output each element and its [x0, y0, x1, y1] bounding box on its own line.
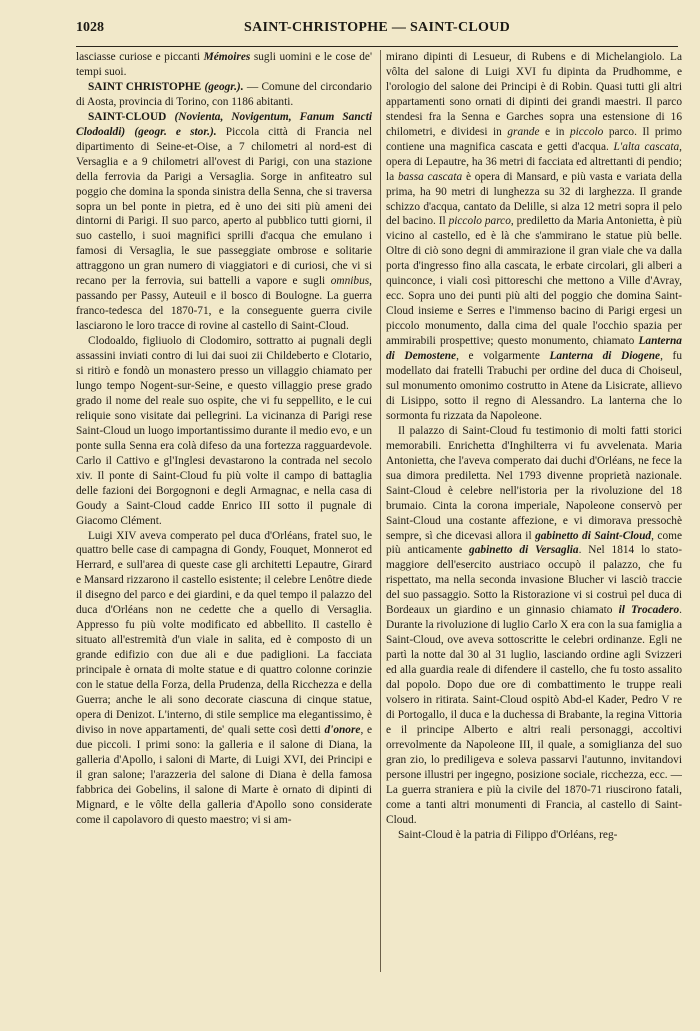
page-header [76, 16, 678, 47]
paragraph-luigi-xiv: Luigi XIV aveva comperato pel duca d'Orléans, fratel suo, le quattro belle case di campagna di Gondy, Fouquet, Monnerot ed Herrard, e sull'area di queste case gli architetti Lepautre, Girard e Mansard rizzarono il castello esistente; il celebre Lenôtre diede il disegno del parco e dei giardini, e da quel tempo il palazzo del duca d'Orléans non ne cedette che a quello di Versaglia. Appresso fu più volte modificato ed abbellito. Il castello è situato all'estremità d'un viale in salita, ed è composto di un grande edifizio con due ali e due padiglioni. La facciata principale è ornata di molte statue e di quattro colonne corinzie con le statue della Forza, della Prudenza, della Ricchezza e della Guerra; anche le ali sono decorate ciascuna di cinque statue, opera di Denizot. L'interno, di stile semplice ma elegantissimo, è diviso in nove appartamenti, de' quali sette così detti d'onore, e due piccoli. I primi sono: la galleria e il salone di Diana, la galleria d'Apollo, i saloni di Marte, di Luigi XVI, dei Principi e il gran salone; l'arazzeria del salone di Diana è della famosa fabbrica dei Gobelins, il salone di Marte è ornato di dipinti di Mignard, e le vôlte della galleria d'Apollo sono considerate come il capolavoro di questo maestro; vi si am- [76, 529, 372, 826]
paragraph-palazzo: Il palazzo di Saint-Cloud fu testimonio di molti fatti storici memorabili. Enrichetta d'Inghilterra vi fu avvelenata. Maria Antonietta, che l'aveva comperato dai duchi d'Orléans, ne fece la sua dimora prediletta. Nel 1793 divenne proprietà nazionale. Saint-Cloud è celebre nell'istoria per la rivoluzione del 18 brumaio. Cinta la corona imperiale, Napoleone conservò per Saint-Cloud una costante affezione, e vi dimorava pressochè sempre, sì che dicevasi allora il gabinetto di Saint-Cloud, come più anticamente gabinetto di Versaglia. Nel 1814 lo stato-maggiore dell'esercito austriaco occupò il palazzo, che fu rispettato, ma nella seconda invasione Blucher vi lasciò traccie del suo passaggio. Sotto la Ristorazione vi si costruì pel duca di Bordeaux un giardino e un ginnasio chiamato il Trocadero. Durante la rivoluzione di luglio Carlo X era con la sua famiglia a Saint-Cloud, ove aveva sottoscritte le celebri ordinanze. Egli ne partì la notte dal 30 al 31 luglio, lasciando ordine agli Svizzeri ed alla guardia reale di difendere il castello, che fu tosto assalito dal popolo. Dopo due ore di combattimento le truppe reali volsero in ritirata. Saint-Cloud ospitò Abd-el Kader, Pedro V re di Portogallo, il duca e la duchessa di Brabante, la regina Vittoria e il principe Alberto e altri reali personaggi, accoltivi orrevolmente da Napoleone III, il quale, a somiglianza del suo gran zio, lo prediligeva e soleva passarvi l'autunno, invitandovi persone illustri per ingegno, posizione sociale, ricchezza, ecc. — La guerra straniera e più la civile del 1870-71 riuscirono fatali, come a tanti altri monumenti di Francia, al castello di Saint-Cloud. [386, 424, 682, 826]
entry-saint-cloud: SAINT-CLOUD (Novienta, Novigentum, Fanum Sancti Clodoaldi) (geogr. e stor.). Piccola città di Francia nel dipartimento di Seine-et-Oise, a 7 chilometri al nord-est di Versaglia e a 9 chilometri all'ovest di Parigi, con una stazione della ferrovia da Parigi a Versaglia. Sorge in anfiteatro sul poggio che domina la sponda sinistra della Senna, che si traversa sopra un bel ponte in pietra, ed è uno dei siti più ameni dei dintorni di Parigi. Il suo parco, aperto al pubblico tutti giorni, il suo castello, i suoi magnifici sprilli d'acqua che emulano i famosi di Versaglia, le sue passeggiate ombrose e solitarie attraggono un gran numero di viaggiatori e di curiosi, che vi si recano per la ferrovia, sui battelli a vapore e sugli omnibus, passando per Passy, Auteuil e il bosco di Boulogne. La guerra franco-tedesca del 1870-71, e la conseguente guerra civile lasciarono le loro tracce di rovine al castello di Saint-Cloud. [76, 110, 372, 333]
left-column [76, 50, 372, 972]
entry-headword: SAINT CHRISTOPHE [88, 80, 202, 93]
page-number: 1028 [76, 20, 104, 35]
paragraph-parco: mirano dipinti di Lesueur, di Rubens e di Michelangiolo. La vôlta del salone di Luigi XVI fu dipinta da Prudhomme, e l'orologio del salone dei Principi è di Robin. Quasi tutti gli altri appartamenti sono ornati di dipinti dei grandi maestri. Il parco stendesi fra la Senna e Garches sopra una estensione di 16 chilometri, e dividesi in grande e in piccolo parco. Il primo contiene una magnifica cascata e getti d'acqua. L'alta cascata, opera di Lepautre, ha 36 metri di facciata ed altrettanti di pendio; la bassa cascata è opera di Mansard, e più vasta e variata della prima, ha 90 metri di lunghezza su 32 di larghezza. Il grande schizzo d'acqua, cantato da Delille, si alza 12 metri sopra il pelo del bacino. Il piccolo parco, prediletto da Maria Antonietta, è più vicino al castello, ed è là che s'ammirano le statue più belle. Oltre di ciò sono degni di ammirazione il gran viale che va dalla porta d'ingresso fino alla cascata, le erbate circolari, gli alberi a quinconce, i viali così pittoreschi che mettono a Ville d'Avray, ecc. Sopra uno dei punti più alti del poggio che domina Saint-Cloud insieme e Serres e l'immenso bacino di Parigi ergesi un piccolo monumento, dalla cima del quale l'occhio spazia per ammirabili prospettive; questo monumento, chiamato Lanterna di Demostene, e volgarmente Lanterna di Diogene, fu modellato dai fratelli Trabuchi per ordine del duca di Choiseul, sul monumento omonimo costrutto in Atene da Lisicrate, allievo di Lisippo, sotto il regno di Alessandro. La lanterna che lo sormonta fu rizzata da Napoleone. [386, 51, 682, 422]
running-title: SAINT-CHRISTOPHE — SAINT-CLOUD [244, 20, 510, 35]
entry-saint-christophe: SAINT CHRISTOPHE (geogr.). — Comune del circondario di Aosta, provincia di Torino, con 1186 abitanti. [76, 80, 372, 108]
right-column [386, 50, 682, 972]
entry-headword: SAINT-CLOUD [88, 110, 167, 123]
paragraph-clodoaldo: Clodoaldo, figliuolo di Clodomiro, sottratto ai pugnali degli assassini inviati contro di lui dai suoi zii Childeberto e Clotario, si ritirò e fondò un monastero presso un villaggio chiamato per lungo tempo Nogent-sur-Seine, e questo villaggio prese grado grado il nome del reale suo ospite, che vi fu seppellito, e le cui reliquie sono visitate dai pellegrini. La vicinanza di Parigi rese Saint-Cloud un luogo importantissimo durante il medio evo, e un ponte sulla Senna era colà difeso da una fortezza ragguardevole. Carlo il Cattivo e gl'Inglesi devastarono la contrada nel secolo xiv. Il ponte di Saint-Cloud fu più volte il campo di battaglia delle fazioni dei Borgognoni e degli Armagnac, e nella casa di Goudy a Saint-Cloud cadde Enrico III sotto il pugnale di Giacomo Clément. [76, 335, 372, 527]
column-rule [380, 50, 381, 972]
paragraph-patria: Saint-Cloud è la patria di Filippo d'Orléans, reg- [398, 828, 618, 841]
paragraph-continuation: lasciasse curiose e piccanti Mémoires sugli uomini e le cose de' tempi suoi. [76, 51, 372, 78]
